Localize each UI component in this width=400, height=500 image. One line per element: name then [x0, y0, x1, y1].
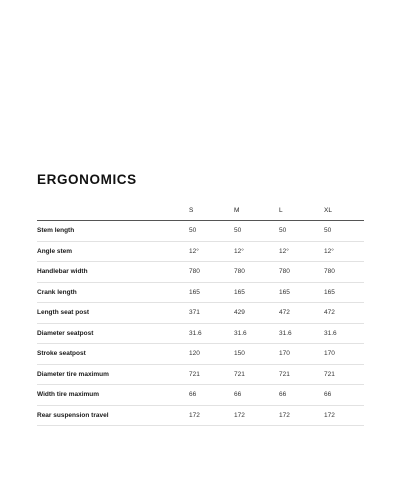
cell-value: 780 — [279, 262, 324, 283]
cell-value: 721 — [324, 364, 364, 385]
row-label-stem-length: Stem length — [37, 221, 189, 242]
cell-value: 429 — [234, 303, 279, 324]
cell-value: 12° — [189, 241, 234, 262]
cell-value: 172 — [279, 405, 324, 426]
cell-value: 172 — [324, 405, 364, 426]
cell-value: 66 — [324, 385, 364, 406]
cell-value: 66 — [279, 385, 324, 406]
cell-value: 721 — [189, 364, 234, 385]
ergonomics-table — [37, 201, 364, 426]
cell-value: 50 — [279, 221, 324, 242]
cell-value: 12° — [234, 241, 279, 262]
table-row — [37, 221, 364, 242]
table-row — [37, 262, 364, 283]
table-row — [37, 282, 364, 303]
cell-value: 50 — [189, 221, 234, 242]
cell-value: 371 — [189, 303, 234, 324]
header-size-m: M — [234, 201, 279, 221]
cell-value: 31.6 — [189, 323, 234, 344]
cell-value: 780 — [324, 262, 364, 283]
row-label-diameter-tire-maximum: Diameter tire maximum — [37, 364, 189, 385]
cell-value: 150 — [234, 344, 279, 365]
cell-value: 472 — [279, 303, 324, 324]
cell-value: 721 — [279, 364, 324, 385]
row-label-width-tire-maximum: Width tire maximum — [37, 385, 189, 406]
cell-value: 50 — [324, 221, 364, 242]
cell-value: 165 — [279, 282, 324, 303]
cell-value: 472 — [324, 303, 364, 324]
header-size-s: S — [189, 201, 234, 221]
row-label-angle-stem: Angle stem — [37, 241, 189, 262]
header-corner — [37, 201, 189, 221]
cell-value: 165 — [324, 282, 364, 303]
table-row — [37, 405, 364, 426]
cell-value: 170 — [324, 344, 364, 365]
cell-value: 31.6 — [324, 323, 364, 344]
cell-value: 50 — [234, 221, 279, 242]
table-row — [37, 385, 364, 406]
cell-value: 780 — [234, 262, 279, 283]
cell-value: 31.6 — [279, 323, 324, 344]
section-title: ERGONOMICS — [37, 172, 137, 187]
row-label-length-seat-post: Length seat post — [37, 303, 189, 324]
table-row — [37, 344, 364, 365]
header-size-l: L — [279, 201, 324, 221]
table-row — [37, 323, 364, 344]
cell-value: 721 — [234, 364, 279, 385]
table-header-row — [37, 201, 364, 221]
cell-value: 66 — [234, 385, 279, 406]
row-label-rear-suspension-travel: Rear suspension travel — [37, 405, 189, 426]
row-label-handlebar-width: Handlebar width — [37, 262, 189, 283]
cell-value: 66 — [189, 385, 234, 406]
cell-value: 120 — [189, 344, 234, 365]
table-row — [37, 303, 364, 324]
cell-value: 172 — [189, 405, 234, 426]
row-label-diameter-seatpost: Diameter seatpost — [37, 323, 189, 344]
header-size-xl: XL — [324, 201, 364, 221]
cell-value: 12° — [279, 241, 324, 262]
cell-value: 170 — [279, 344, 324, 365]
cell-value: 172 — [234, 405, 279, 426]
cell-value: 165 — [234, 282, 279, 303]
table-row — [37, 364, 364, 385]
cell-value: 165 — [189, 282, 234, 303]
cell-value: 31.6 — [234, 323, 279, 344]
cell-value: 780 — [189, 262, 234, 283]
row-label-stroke-seatpost: Stroke seatpost — [37, 344, 189, 365]
table-row — [37, 241, 364, 262]
row-label-crank-length: Crank length — [37, 282, 189, 303]
cell-value: 12° — [324, 241, 364, 262]
